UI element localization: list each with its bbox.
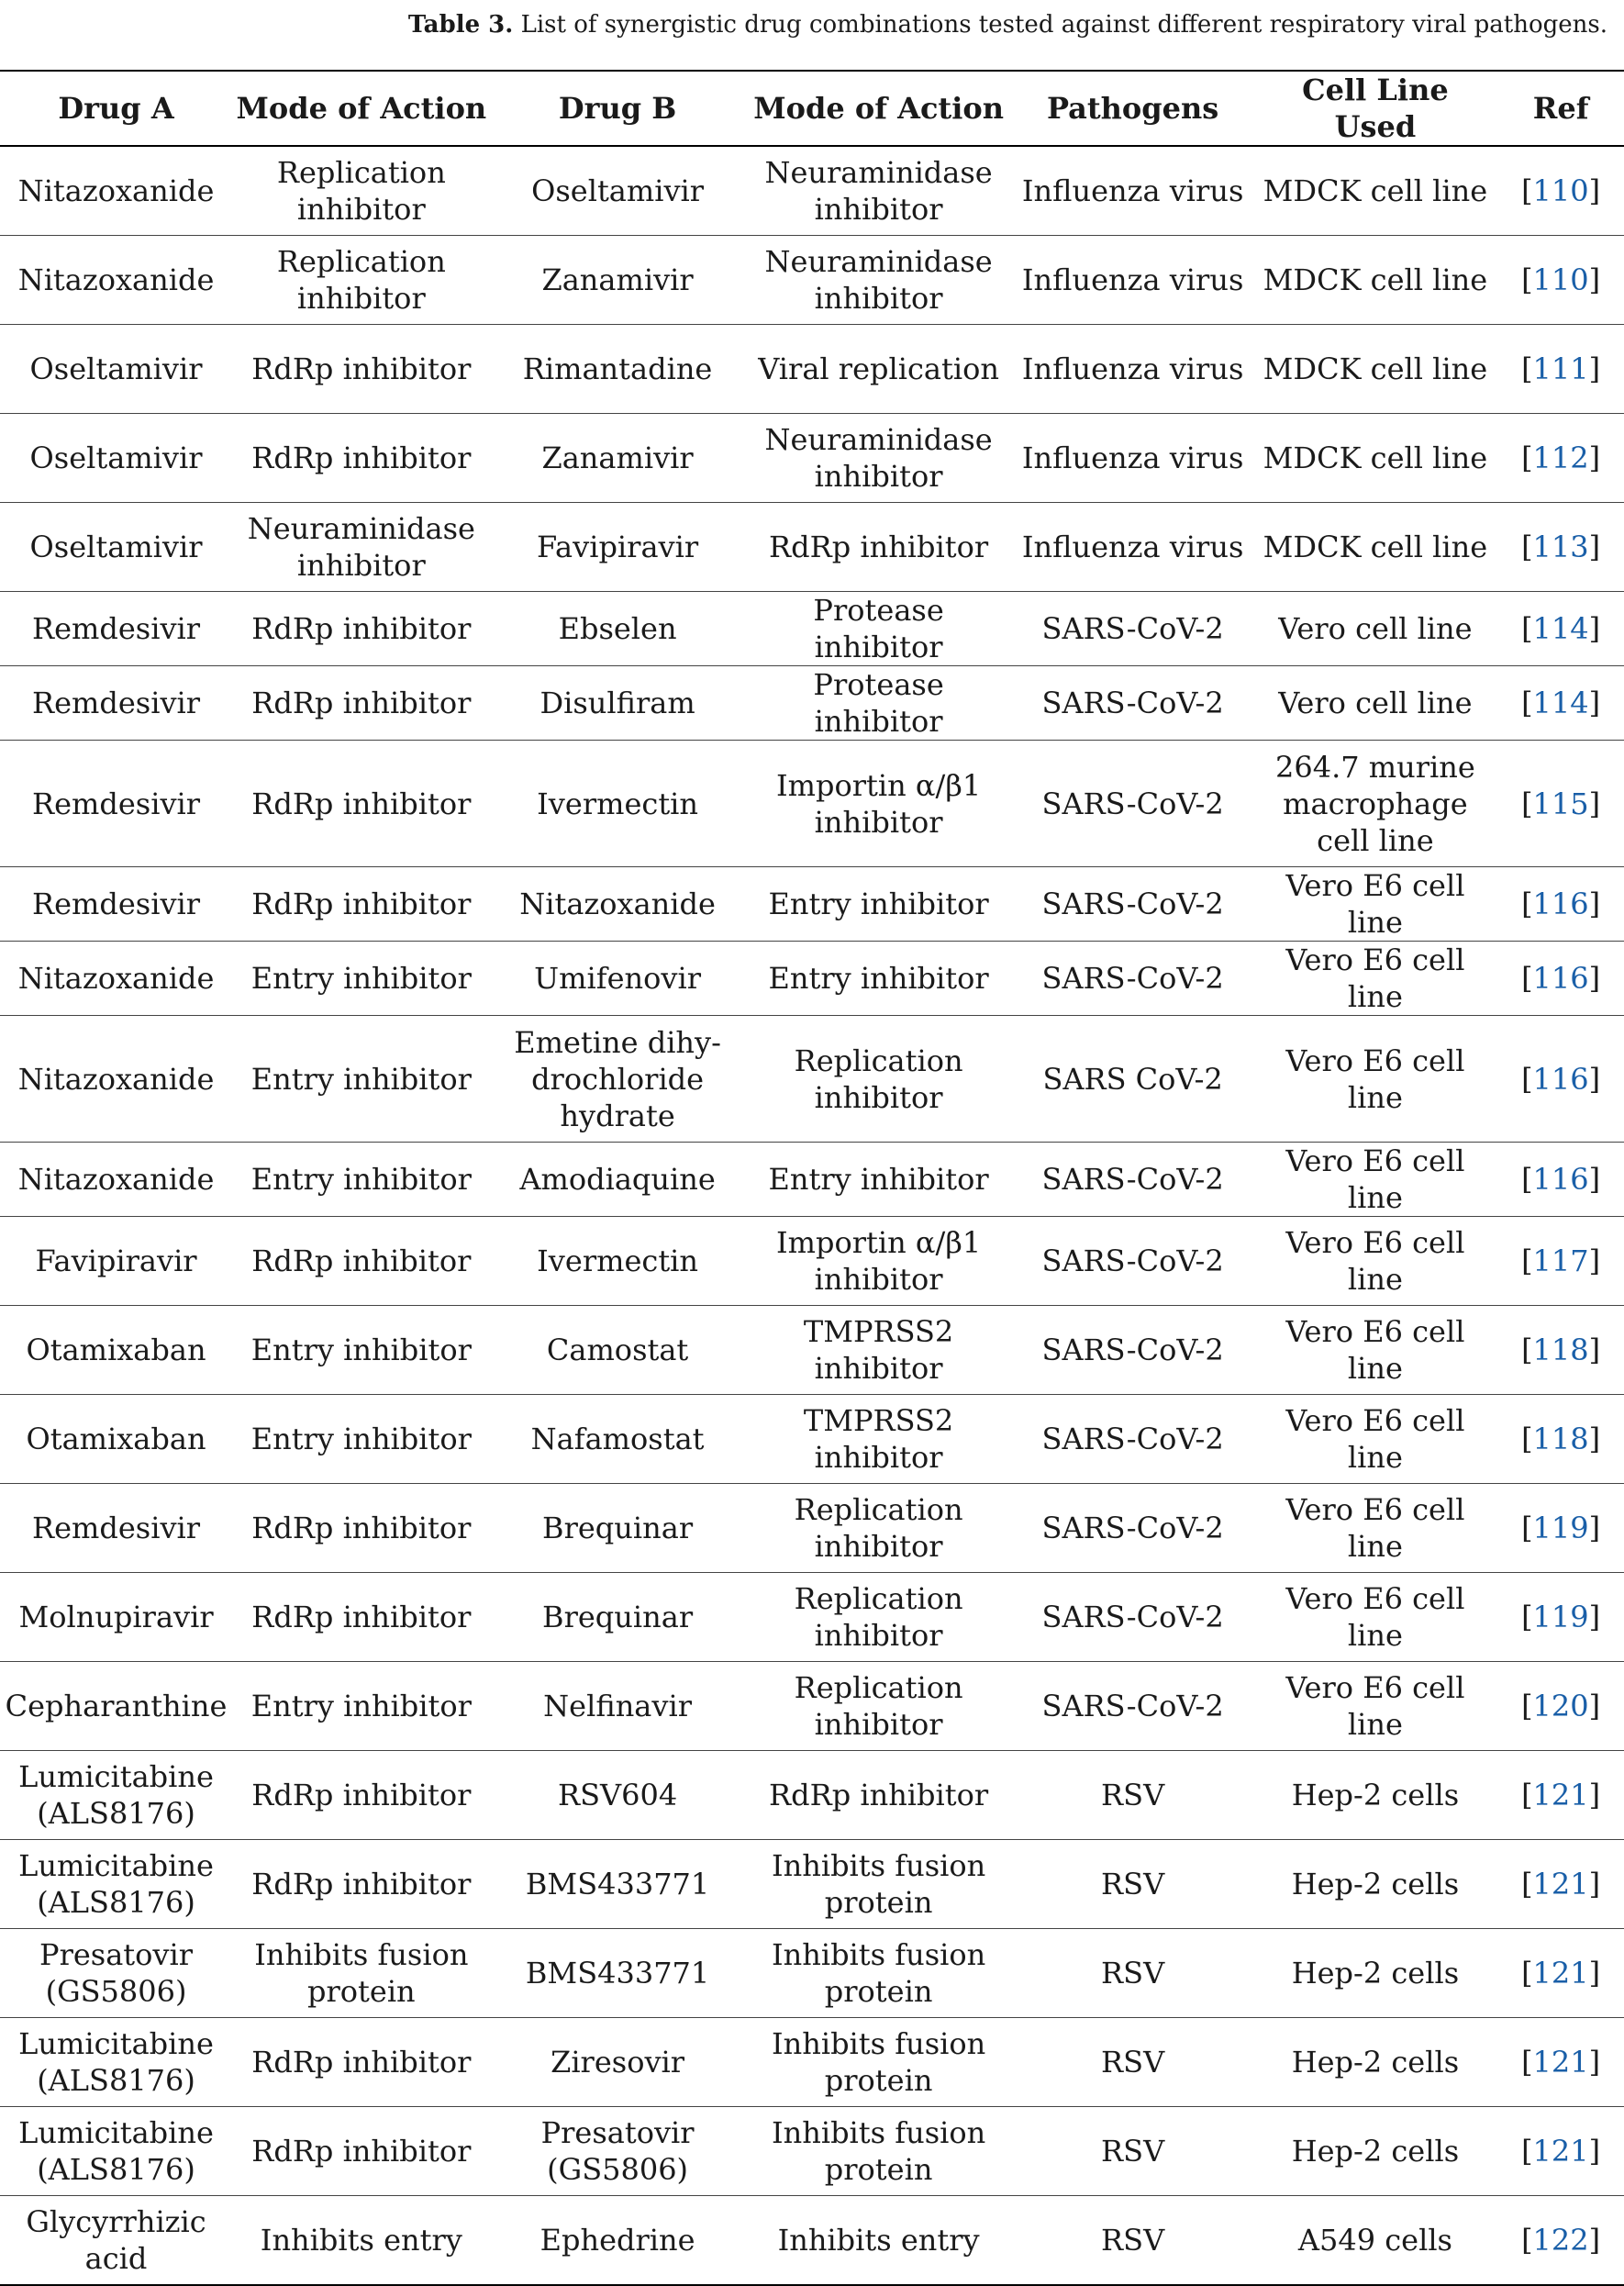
table-row bbox=[0, 942, 1624, 1016]
cell-moa-b: Entry inhibitor bbox=[745, 1143, 1013, 1217]
table-row bbox=[0, 146, 1624, 236]
cell-pathogen: SARS-CoV-2 bbox=[1013, 1395, 1253, 1484]
cell-drug-b: Camostat bbox=[491, 1306, 745, 1395]
cell-drug-a: Nitazoxanide bbox=[0, 236, 232, 325]
cell-ref: [110] bbox=[1497, 146, 1624, 236]
reference-link[interactable]: 118 bbox=[1532, 1422, 1589, 1456]
cell-moa-a: RdRp inhibitor bbox=[232, 592, 491, 666]
cell-ref: [116] bbox=[1497, 942, 1624, 1016]
cell-drug-a: Remdesivir bbox=[0, 666, 232, 741]
table-row bbox=[0, 1306, 1624, 1395]
reference-link[interactable]: 111 bbox=[1532, 351, 1589, 386]
cell-drug-a: Lumicitabine (ALS8176) bbox=[0, 1751, 232, 1840]
cell-ref: [121] bbox=[1497, 1840, 1624, 1929]
cell-ref: [118] bbox=[1497, 1395, 1624, 1484]
table-row bbox=[0, 2107, 1624, 2196]
cell-drug-a: Oseltamivir bbox=[0, 325, 232, 414]
cell-ref: [111] bbox=[1497, 325, 1624, 414]
cell-moa-a: Entry inhibitor bbox=[232, 1016, 491, 1143]
table-row bbox=[0, 1751, 1624, 1840]
cell-cell-line: Hep-2 cells bbox=[1253, 2018, 1498, 2107]
cell-moa-b: Inhibits entry bbox=[745, 2196, 1013, 2286]
caption-text: List of synergistic drug combinations tested against different respiratory viral pathogens. bbox=[513, 11, 1607, 39]
cell-drug-b: BMS433771 bbox=[491, 1840, 745, 1929]
cell-drug-b: Brequinar bbox=[491, 1484, 745, 1573]
cell-moa-a: RdRp inhibitor bbox=[232, 1751, 491, 1840]
table-row bbox=[0, 1217, 1624, 1306]
cell-moa-a: RdRp inhibitor bbox=[232, 2107, 491, 2196]
cell-pathogen: SARS-CoV-2 bbox=[1013, 666, 1253, 741]
cell-moa-a: RdRp inhibitor bbox=[232, 2018, 491, 2107]
cell-pathogen: Influenza virus bbox=[1013, 236, 1253, 325]
cell-moa-a: RdRp inhibitor bbox=[232, 1840, 491, 1929]
cell-drug-a: Otamixaban bbox=[0, 1306, 232, 1395]
table-row bbox=[0, 1929, 1624, 2018]
reference-link[interactable]: 116 bbox=[1532, 961, 1589, 996]
cell-drug-b: Nelfinavir bbox=[491, 1662, 745, 1751]
cell-pathogen: SARS-CoV-2 bbox=[1013, 1573, 1253, 1662]
cell-ref: [120] bbox=[1497, 1662, 1624, 1751]
cell-moa-b: Viral replication bbox=[745, 325, 1013, 414]
table-row bbox=[0, 236, 1624, 325]
cell-drug-a: Lumicitabine (ALS8176) bbox=[0, 1840, 232, 1929]
table-row bbox=[0, 414, 1624, 503]
cell-moa-a: Replication inhibitor bbox=[232, 146, 491, 236]
table-row bbox=[0, 1840, 1624, 1929]
cell-moa-b: Replication inhibitor bbox=[745, 1573, 1013, 1662]
cell-drug-a: Molnupiravir bbox=[0, 1573, 232, 1662]
cell-drug-b: Zanamivir bbox=[491, 236, 745, 325]
header-pathogens: Pathogens bbox=[1013, 71, 1253, 146]
cell-moa-a: RdRp inhibitor bbox=[232, 414, 491, 503]
cell-drug-b: RSV604 bbox=[491, 1751, 745, 1840]
cell-pathogen: SARS-CoV-2 bbox=[1013, 867, 1253, 942]
reference-link[interactable]: 110 bbox=[1532, 173, 1589, 208]
cell-ref: [121] bbox=[1497, 1751, 1624, 1840]
cell-drug-a: Remdesivir bbox=[0, 867, 232, 942]
cell-ref: [115] bbox=[1497, 741, 1624, 867]
cell-cell-line: Hep-2 cells bbox=[1253, 1751, 1498, 1840]
table-row bbox=[0, 592, 1624, 666]
cell-cell-line: Vero E6 cell line bbox=[1253, 1217, 1498, 1306]
cell-drug-b: Ephedrine bbox=[491, 2196, 745, 2286]
cell-moa-a: Inhibits entry bbox=[232, 2196, 491, 2286]
cell-ref: [121] bbox=[1497, 2107, 1624, 2196]
cell-pathogen: SARS-CoV-2 bbox=[1013, 1217, 1253, 1306]
reference-link[interactable]: 118 bbox=[1532, 1333, 1589, 1367]
table-row bbox=[0, 1143, 1624, 1217]
cell-drug-b: Amodiaquine bbox=[491, 1143, 745, 1217]
cell-cell-line: MDCK cell line bbox=[1253, 236, 1498, 325]
table-row bbox=[0, 741, 1624, 867]
cell-ref: [112] bbox=[1497, 414, 1624, 503]
cell-cell-line: Vero E6 cell line bbox=[1253, 1016, 1498, 1143]
cell-cell-line: MDCK cell line bbox=[1253, 325, 1498, 414]
cell-pathogen: RSV bbox=[1013, 2107, 1253, 2196]
cell-cell-line: Vero cell line bbox=[1253, 592, 1498, 666]
cell-ref: [118] bbox=[1497, 1306, 1624, 1395]
cell-drug-b: Favipiravir bbox=[491, 503, 745, 592]
cell-pathogen: SARS-CoV-2 bbox=[1013, 1306, 1253, 1395]
cell-drug-a: Remdesivir bbox=[0, 1484, 232, 1573]
cell-cell-line: A549 cells bbox=[1253, 2196, 1498, 2286]
cell-ref: [122] bbox=[1497, 2196, 1624, 2286]
cell-cell-line: Vero E6 cell line bbox=[1253, 1573, 1498, 1662]
cell-cell-line: Vero E6 cell line bbox=[1253, 1484, 1498, 1573]
reference-link[interactable]: 121 bbox=[1532, 1956, 1589, 1990]
table-row bbox=[0, 1016, 1624, 1143]
cell-drug-a: Oseltamivir bbox=[0, 414, 232, 503]
cell-drug-a: Cepharanthine bbox=[0, 1662, 232, 1751]
table-row bbox=[0, 1662, 1624, 1751]
reference-link[interactable]: 122 bbox=[1532, 2223, 1589, 2258]
reference-link[interactable]: 112 bbox=[1532, 440, 1589, 475]
cell-moa-b: Inhibits fusion protein bbox=[745, 1840, 1013, 1929]
cell-moa-a: Inhibits fusion protein bbox=[232, 1929, 491, 2018]
header-drug-b: Drug B bbox=[491, 71, 745, 146]
cell-moa-b: Importin α/β1 inhibitor bbox=[745, 741, 1013, 867]
cell-drug-b: Oseltamivir bbox=[491, 146, 745, 236]
cell-cell-line: Vero E6 cell line bbox=[1253, 1306, 1498, 1395]
cell-pathogen: RSV bbox=[1013, 1840, 1253, 1929]
cell-moa-a: Replication inhibitor bbox=[232, 236, 491, 325]
cell-cell-line: Hep-2 cells bbox=[1253, 1840, 1498, 1929]
cell-moa-a: Entry inhibitor bbox=[232, 1306, 491, 1395]
cell-drug-a: Remdesivir bbox=[0, 592, 232, 666]
cell-cell-line: MDCK cell line bbox=[1253, 414, 1498, 503]
cell-pathogen: RSV bbox=[1013, 2196, 1253, 2286]
cell-pathogen: SARS-CoV-2 bbox=[1013, 1484, 1253, 1573]
cell-pathogen: SARS CoV-2 bbox=[1013, 1016, 1253, 1143]
cell-pathogen: Influenza virus bbox=[1013, 414, 1253, 503]
reference-link[interactable]: 121 bbox=[1532, 1778, 1589, 1812]
cell-ref: [121] bbox=[1497, 2018, 1624, 2107]
cell-moa-a: Entry inhibitor bbox=[232, 1143, 491, 1217]
reference-link[interactable]: 117 bbox=[1532, 1243, 1589, 1278]
cell-ref: [113] bbox=[1497, 503, 1624, 592]
cell-drug-b: Ebselen bbox=[491, 592, 745, 666]
table-caption bbox=[0, 7, 1607, 42]
table-row bbox=[0, 1484, 1624, 1573]
cell-pathogen: Influenza virus bbox=[1013, 325, 1253, 414]
header-cell-line: Cell Line Used bbox=[1253, 71, 1498, 146]
reference-link[interactable]: 116 bbox=[1532, 1162, 1589, 1197]
cell-moa-b: Entry inhibitor bbox=[745, 942, 1013, 1016]
cell-ref: [117] bbox=[1497, 1217, 1624, 1306]
cell-pathogen: SARS-CoV-2 bbox=[1013, 592, 1253, 666]
reference-link[interactable]: 114 bbox=[1532, 686, 1589, 720]
table-row bbox=[0, 666, 1624, 741]
reference-link[interactable]: 121 bbox=[1532, 2045, 1589, 2080]
cell-moa-a: Entry inhibitor bbox=[232, 1395, 491, 1484]
cell-pathogen: Influenza virus bbox=[1013, 503, 1253, 592]
cell-ref: [119] bbox=[1497, 1484, 1624, 1573]
cell-moa-b: Inhibits fusion protein bbox=[745, 1929, 1013, 2018]
cell-moa-b: Neuraminidase inhibitor bbox=[745, 236, 1013, 325]
cell-ref: [116] bbox=[1497, 867, 1624, 942]
caption-label: Table 3. bbox=[407, 11, 514, 39]
cell-moa-b: Replication inhibitor bbox=[745, 1484, 1013, 1573]
cell-moa-a: RdRp inhibitor bbox=[232, 1217, 491, 1306]
cell-pathogen: RSV bbox=[1013, 1929, 1253, 2018]
cell-cell-line: Hep-2 cells bbox=[1253, 1929, 1498, 2018]
cell-moa-b: Replication inhibitor bbox=[745, 1016, 1013, 1143]
cell-cell-line: Vero E6 cell line bbox=[1253, 1395, 1498, 1484]
cell-drug-a: Presatovir (GS5806) bbox=[0, 1929, 232, 2018]
table-row bbox=[0, 1395, 1624, 1484]
cell-drug-b: BMS433771 bbox=[491, 1929, 745, 2018]
cell-ref: [110] bbox=[1497, 236, 1624, 325]
cell-pathogen: RSV bbox=[1013, 2018, 1253, 2107]
reference-link[interactable]: 116 bbox=[1532, 1061, 1589, 1097]
cell-moa-a: RdRp inhibitor bbox=[232, 867, 491, 942]
table-row bbox=[0, 2196, 1624, 2286]
cell-drug-b: Presatovir (GS5806) bbox=[491, 2107, 745, 2196]
table-row bbox=[0, 867, 1624, 942]
cell-drug-a: Nitazoxanide bbox=[0, 942, 232, 1016]
header-moa-a: Mode of Action bbox=[232, 71, 491, 146]
cell-moa-a: RdRp inhibitor bbox=[232, 741, 491, 867]
drug-combination-table bbox=[0, 70, 1624, 2286]
cell-drug-a: Favipiravir bbox=[0, 1217, 232, 1306]
cell-ref: [114] bbox=[1497, 592, 1624, 666]
cell-drug-b: Disulfiram bbox=[491, 666, 745, 741]
cell-moa-b: Protease inhibitor bbox=[745, 666, 1013, 741]
cell-moa-b: Replication inhibitor bbox=[745, 1662, 1013, 1751]
cell-ref: [116] bbox=[1497, 1143, 1624, 1217]
header-row bbox=[0, 71, 1624, 146]
cell-pathogen: RSV bbox=[1013, 1751, 1253, 1840]
cell-pathogen: SARS-CoV-2 bbox=[1013, 942, 1253, 1016]
cell-drug-b: Ziresovir bbox=[491, 2018, 745, 2107]
reference-link[interactable]: 120 bbox=[1532, 1689, 1589, 1723]
table-row bbox=[0, 503, 1624, 592]
cell-drug-a: Remdesivir bbox=[0, 741, 232, 867]
reference-link[interactable]: 115 bbox=[1532, 786, 1589, 821]
cell-cell-line: MDCK cell line bbox=[1253, 503, 1498, 592]
cell-cell-line: MDCK cell line bbox=[1253, 146, 1498, 236]
cell-moa-a: Entry inhibitor bbox=[232, 1662, 491, 1751]
reference-link[interactable]: 116 bbox=[1532, 887, 1589, 921]
cell-moa-b: Neuraminidase inhibitor bbox=[745, 146, 1013, 236]
cell-drug-a: Otamixaban bbox=[0, 1395, 232, 1484]
cell-moa-b: Protease inhibitor bbox=[745, 592, 1013, 666]
cell-drug-a: Glycyrrhizic acid bbox=[0, 2196, 232, 2286]
reference-link[interactable]: 114 bbox=[1532, 611, 1589, 646]
cell-moa-b: Importin α/β1 inhibitor bbox=[745, 1217, 1013, 1306]
cell-moa-a: Neuraminidase inhibitor bbox=[232, 503, 491, 592]
cell-cell-line: Vero cell line bbox=[1253, 666, 1498, 741]
cell-moa-b: Entry inhibitor bbox=[745, 867, 1013, 942]
cell-drug-a: Oseltamivir bbox=[0, 503, 232, 592]
cell-drug-b: Nitazoxanide bbox=[491, 867, 745, 942]
cell-cell-line: Vero E6 cell line bbox=[1253, 1143, 1498, 1217]
cell-cell-line: Vero E6 cell line bbox=[1253, 1662, 1498, 1751]
table-row bbox=[0, 325, 1624, 414]
cell-moa-b: Inhibits fusion protein bbox=[745, 2107, 1013, 2196]
cell-moa-b: RdRp inhibitor bbox=[745, 503, 1013, 592]
cell-moa-a: RdRp inhibitor bbox=[232, 1484, 491, 1573]
cell-drug-a: Lumicitabine (ALS8176) bbox=[0, 2107, 232, 2196]
cell-moa-a: RdRp inhibitor bbox=[232, 1573, 491, 1662]
reference-link[interactable]: 121 bbox=[1532, 1867, 1589, 1901]
cell-ref: [116] bbox=[1497, 1016, 1624, 1143]
cell-pathogen: SARS-CoV-2 bbox=[1013, 1662, 1253, 1751]
cell-drug-a: Nitazoxanide bbox=[0, 1016, 232, 1143]
cell-drug-b: Brequinar bbox=[491, 1573, 745, 1662]
reference-link[interactable]: 119 bbox=[1532, 1600, 1589, 1634]
cell-drug-b: Ivermectin bbox=[491, 1217, 745, 1306]
cell-moa-a: RdRp inhibitor bbox=[232, 666, 491, 741]
cell-moa-a: RdRp inhibitor bbox=[232, 325, 491, 414]
cell-drug-a: Nitazoxanide bbox=[0, 146, 232, 236]
cell-ref: [114] bbox=[1497, 666, 1624, 741]
cell-drug-a: Nitazoxanide bbox=[0, 1143, 232, 1217]
cell-cell-line: 264.7 murine macrophage cell line bbox=[1253, 741, 1498, 867]
cell-pathogen: SARS-CoV-2 bbox=[1013, 741, 1253, 867]
cell-pathogen: Influenza virus bbox=[1013, 146, 1253, 236]
cell-drug-b: Emetine dihy-drochloride hydrate bbox=[491, 1016, 745, 1143]
cell-moa-b: TMPRSS2 inhibitor bbox=[745, 1306, 1013, 1395]
table-row bbox=[0, 2018, 1624, 2107]
cell-cell-line: Vero E6 cell line bbox=[1253, 867, 1498, 942]
reference-link[interactable]: 119 bbox=[1532, 1511, 1589, 1545]
table-row bbox=[0, 1573, 1624, 1662]
header-drug-a: Drug A bbox=[0, 71, 232, 146]
cell-cell-line: Vero E6 cell line bbox=[1253, 942, 1498, 1016]
reference-link[interactable]: 110 bbox=[1532, 262, 1589, 297]
cell-drug-b: Ivermectin bbox=[491, 741, 745, 867]
reference-link[interactable]: 113 bbox=[1532, 530, 1589, 564]
header-ref: Ref bbox=[1497, 71, 1624, 146]
cell-drug-b: Nafamostat bbox=[491, 1395, 745, 1484]
cell-drug-b: Rimantadine bbox=[491, 325, 745, 414]
header-moa-b: Mode of Action bbox=[745, 71, 1013, 146]
cell-drug-b: Zanamivir bbox=[491, 414, 745, 503]
cell-cell-line: Hep-2 cells bbox=[1253, 2107, 1498, 2196]
cell-moa-b: Neuraminidase inhibitor bbox=[745, 414, 1013, 503]
cell-moa-b: RdRp inhibitor bbox=[745, 1751, 1013, 1840]
cell-pathogen: SARS-CoV-2 bbox=[1013, 1143, 1253, 1217]
cell-moa-a: Entry inhibitor bbox=[232, 942, 491, 1016]
cell-drug-a: Lumicitabine (ALS8176) bbox=[0, 2018, 232, 2107]
cell-ref: [119] bbox=[1497, 1573, 1624, 1662]
reference-link[interactable]: 121 bbox=[1532, 2134, 1589, 2169]
cell-moa-b: Inhibits fusion protein bbox=[745, 2018, 1013, 2107]
cell-drug-b: Umifenovir bbox=[491, 942, 745, 1016]
cell-moa-b: TMPRSS2 inhibitor bbox=[745, 1395, 1013, 1484]
cell-ref: [121] bbox=[1497, 1929, 1624, 2018]
